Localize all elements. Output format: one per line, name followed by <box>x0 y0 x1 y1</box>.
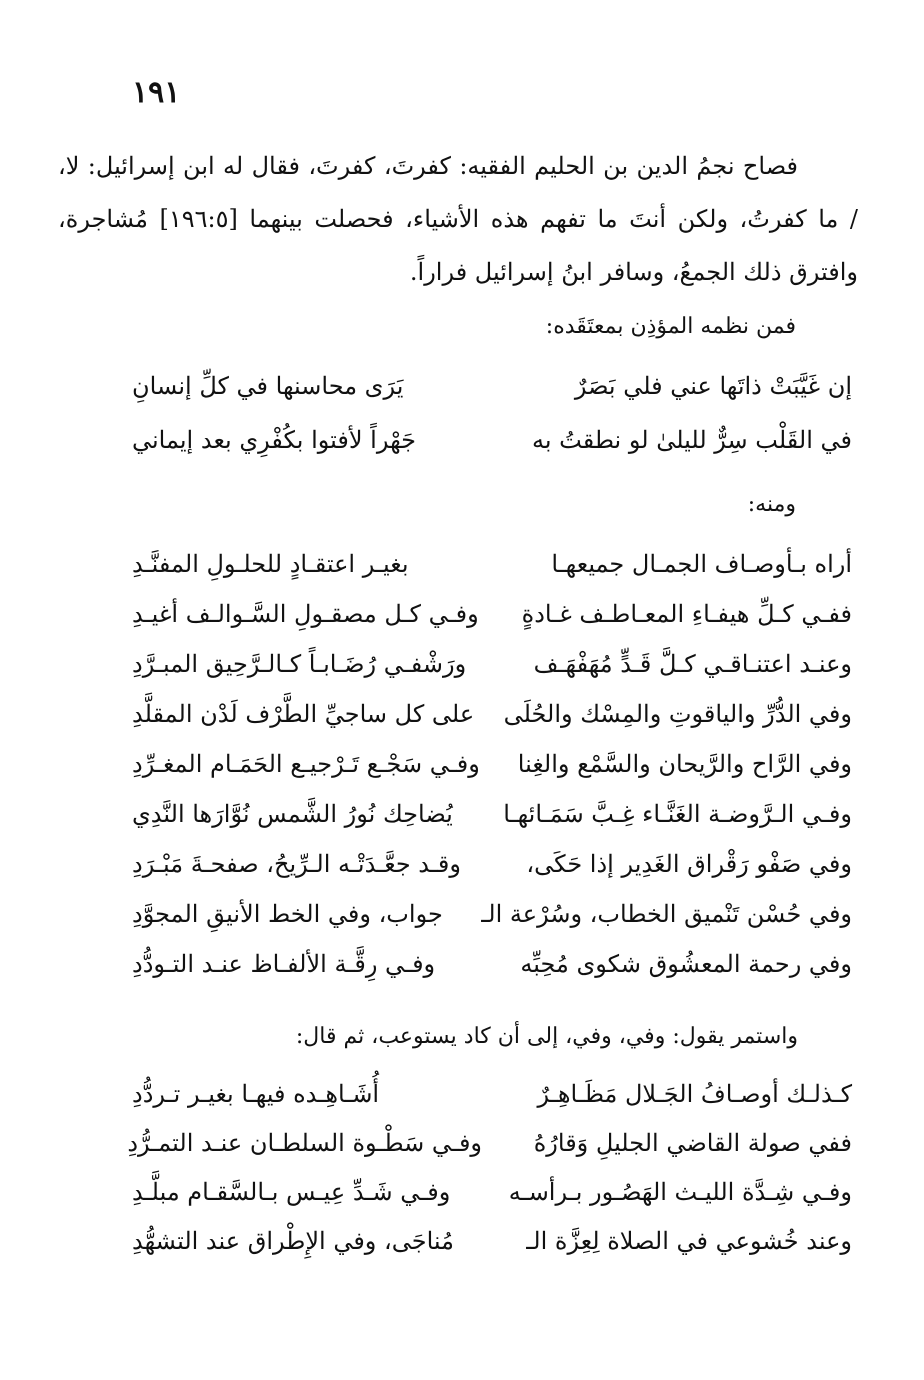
verse-first-hemistich: وفـي شِـدَّة الليـث الهَصُـور بـرأسـه <box>508 1178 852 1206</box>
verse-second-hemistich: جَهْراً لأفتوا بكُفْرِي بعد إيماني <box>132 426 416 454</box>
verse <box>0 688 924 740</box>
verse-first-hemistich: إن غَيَّبَتْ ذاتَها عني فلي بَصَرٌ <box>574 372 852 400</box>
intro-paragraph: فصاح نجمُ الدين بن الحليم الفقيه: كفرتَ، كفرتَ، فقال له ابن إسرائيل: لا، / ما كفرتُ، ولكن أنتَ ما تفهم هذه الأشياء، فحصلت بينهما [١٩٦:٥] مُشاجرة، وافترق ذلك الجمعُ، وسافر ابنُ إسرائيل فراراً. <box>58 152 858 286</box>
verse <box>0 788 924 840</box>
verse <box>0 938 924 990</box>
section-1-label: فمن نظمه المؤذِن بمعتَقَده: <box>545 314 796 339</box>
verse-first-hemistich: وفـي الـرَّوضـة الغَنَّـاء غِـبَّ سَمَـائهـا <box>503 800 852 828</box>
verse <box>0 638 924 690</box>
verse <box>0 838 924 890</box>
verse-first-hemistich: كـذلـك أوصـافُ الجَـلال مَظَـاهِـرٌ <box>537 1080 852 1108</box>
verse-second-hemistich: جواب، وفي الخط الأنيقِ المجوَّدِ <box>132 900 443 928</box>
verse-first-hemistich: وفي حُسْن تَنْميق الخطاب، وسُرْعة الـ <box>481 900 852 928</box>
verse-second-hemistich: على كل ساجيِّ الطَّرْف لَدْن المقلَّدِ <box>132 700 475 728</box>
verse-first-hemistich: وفي الرَّاح والرَّيحان والسَّمْع والغِنا <box>517 750 852 778</box>
verse-second-hemistich: وفـي كـل مصقـولِ السَّـوالـف أغيـدِ <box>132 600 479 628</box>
verse <box>0 414 924 466</box>
verse <box>0 1068 924 1120</box>
verse-first-hemistich: أراه بـأوصـاف الجمـال جميعهـا <box>551 550 852 578</box>
verse-second-hemistich: ورَشْفـي رُضَـابـاً كـالـرَّحِيق المبـرَّدِ <box>132 650 467 678</box>
verse-first-hemistich: وفي رحمة المعشُوق شكوى مُحِبِّه <box>520 950 852 978</box>
verse <box>0 1215 924 1267</box>
verse-second-hemistich: يَرَى محاسنها في كلِّ إنسانِ <box>132 372 404 400</box>
verse-second-hemistich: وقـد جعَّـدَتْـه الـرِّيحُ، صفحـةَ مَبْـرَدِ <box>132 850 461 878</box>
verse-first-hemistich: في القَلْب سِرٌّ لليلىٰ لو نطقتُ به <box>531 426 852 454</box>
verse <box>0 1166 924 1218</box>
verse-second-hemistich: وفـي سَجْـع تَـرْجيـع الحَمَـام المغـرِّدِ <box>132 750 480 778</box>
verse-second-hemistich: وفـي سَطْـوة السلطـان عنـد التمـرُّدِ <box>127 1129 482 1157</box>
verse-second-hemistich: أُشَـاهِـده فيهـا بغيـر تـردُّدِ <box>132 1080 380 1108</box>
verse-first-hemistich: وعند خُشوعي في الصلاة لِعِزَّة الـ <box>526 1227 852 1255</box>
verse-second-hemistich: بغيـر اعتقـادٍ للحلـولِ المفنَّـدِ <box>132 550 409 578</box>
verse <box>0 1117 924 1169</box>
verse <box>0 360 924 412</box>
verse-first-hemistich: ففـي كـلِّ هيفـاءِ المعـاطـف غـادةٍ <box>521 600 852 628</box>
section-3-label: واستمر يقول: وفي، وفي، إلى أن كاد يستوعب، ثم قال: <box>295 1024 798 1049</box>
verse-second-hemistich: مُناجَى، وفي الإِطْراق عند التشهُّدِ <box>132 1227 455 1255</box>
verse <box>0 738 924 790</box>
verse <box>0 588 924 640</box>
verse-second-hemistich: وفـي شَـدِّ عِيـس بـالسَّقـام مبلَّـدِ <box>132 1178 451 1206</box>
verse-first-hemistich: وعنـد اعتنـاقـي كـلَّ قَـدٍّ مُهَفْهَـف <box>533 650 852 678</box>
verse <box>0 888 924 940</box>
verse <box>0 538 924 590</box>
verse-first-hemistich: وفي الدُّرِّ والياقوتِ والمِسْك والحُلَى <box>503 700 852 728</box>
verse-first-hemistich: ففي صولة القاضي الجليلِ وَقارُهُ <box>533 1129 852 1157</box>
section-2-label: ومنه: <box>747 492 796 517</box>
verse-second-hemistich: وفـي رِقَّـة الألفـاظ عنـد التـودُّدِ <box>132 950 436 978</box>
verse-first-hemistich: وفي صَفْو رَقْراق الغَدِير إذا حَكَى، <box>526 850 852 878</box>
verse-second-hemistich: يُضاحِك نُورُ الشَّمس نُوَّارَها النَّدِي <box>132 800 453 828</box>
page-number: ١٩١ <box>132 75 181 110</box>
